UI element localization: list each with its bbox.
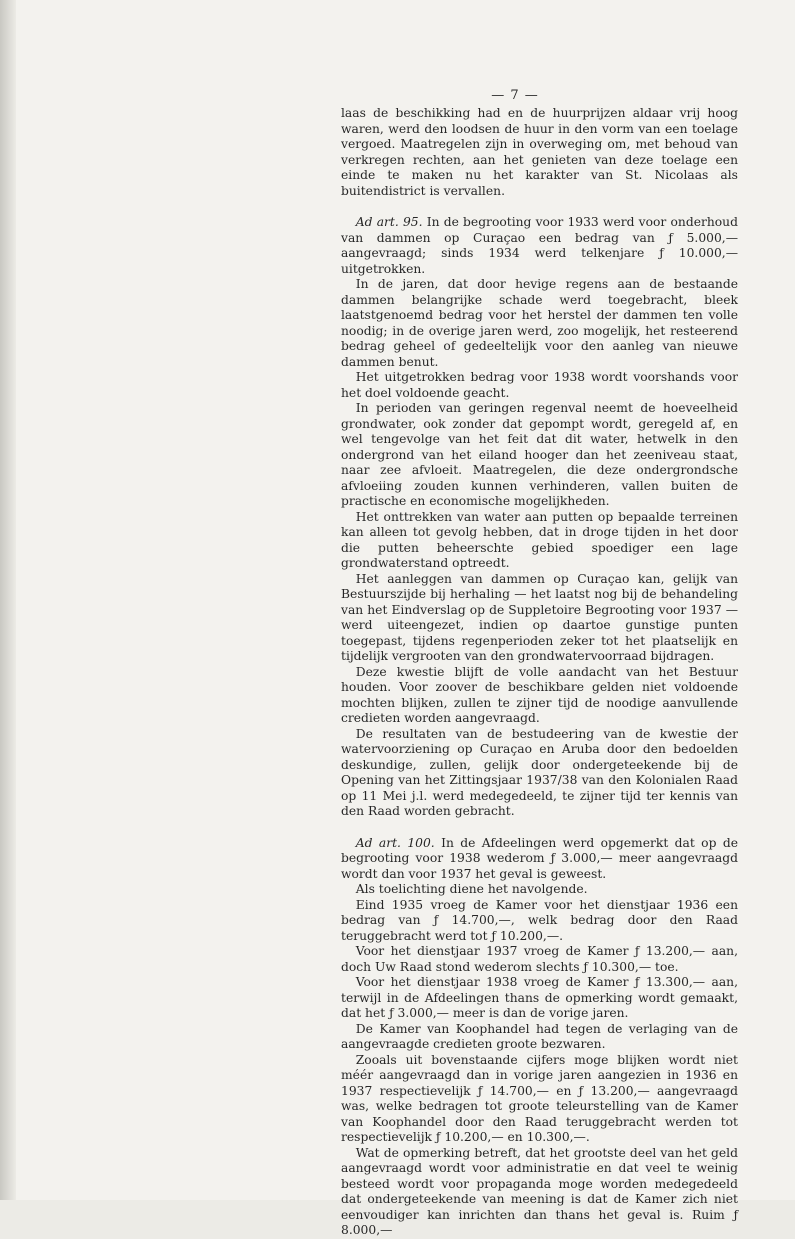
paragraph: Eind 1935 vroeg de Kamer voor het dienstjaar 1936 een bedrag van ƒ 14.700,—, welk bedrag door den Raad teruggebracht werd tot ƒ 10.200,—.	[341, 897, 738, 943]
page-number: — 7 —	[491, 88, 539, 103]
paragraph: Als toelichting diene het navolgende.	[355, 882, 588, 896]
paragraph: De resultaten van de bestudeering van de kwestie der watervoorziening op Curaçao en Aruba door den bedoelden deskundige, zullen, gelijk door ondergeteekende bij de Opening van het Zittingsjaar 1937/38 van den Kolonialen Raad op 11 Mei j.l. werd medegedeeld, te zijner tijd ter kennis van den Raad worden gebracht.	[341, 726, 738, 818]
section-gap	[341, 820, 738, 836]
paragraph: De Kamer van Koophandel had tegen de verlaging van de aangevraagde credieten groote bezwaren.	[341, 1021, 738, 1051]
paragraph: In de jaren, dat door hevige regens aan de bestaande dammen belangrijke schade werd toegebracht, bleek laatstgenoemd bedrag voor het herstel der dammen ten volle noodig; in de overige jaren werd, zoo mogelijk, het resteerend bedrag geheel of gedeeltelijk voor den aanleg van nieuwe dammen benut.	[341, 277, 738, 369]
paragraph-art95-intro	[341, 215, 738, 277]
paragraph: Voor het dienstjaar 1937 vroeg de Kamer ƒ 13.200,— aan, doch Uw Raad stond wederom slechts ƒ 10.300,— toe.	[341, 944, 738, 974]
paragraph: Deze kwestie blijft de volle aandacht van het Bestuur houden. Voor zoover de beschikbare gelden niet voldoende mochten blijken, zullen te zijner tijd de noodige aanvullende credieten worden aangevraagd.	[341, 664, 738, 725]
paragraph: Het onttrekken van water aan putten op bepaalde terreinen kan alleen tot gevolg hebben, dat in droge tijden in het door die putten beheerschte gebied spoediger een lage grondwaterstand optreedt.	[341, 509, 738, 570]
paragraph: Voor het dienstjaar 1938 vroeg de Kamer ƒ 13.300,— aan, terwijl in de Afdeelingen thans de opmerking wordt gemaakt, dat het ƒ 3.000,— meer is dan de vorige jaren.	[341, 975, 738, 1020]
paragraph: Wat de opmerking betreft, dat het grootste deel van het geld aangevraagd wordt voor administratie en dat veel te weinig besteed wordt voor propaganda moge worden medegedeeld dat ondergeteekende van meening is dat de Kamer zich niet eenvoudiger kan inrichten dan thans het geval is. Ruim ƒ 8.000,—	[341, 1145, 738, 1237]
paragraph-art100-intro	[341, 836, 738, 883]
paragraph: Het aanleggen van dammen op Curaçao kan, gelijk van Bestuurszijde bij herhaling — het laatst nog bij de behandeling van het Eindverslag op de Suppletoire Begrooting voor 1937 — werd uiteengezet, indien op daartoe gunstige punten toegepast, tijdens regenperioden zeker tot het plaatselijk en tijdelijk vergrooten van den grondwatervoorraad bijdragen.	[341, 571, 738, 663]
section-label-art100: Ad art. 100.	[355, 835, 435, 850]
page-edge-shadow	[0, 0, 16, 1200]
paragraph: Het uitgetrokken bedrag voor 1938 wordt voorshands voor het doel voldoende geacht.	[341, 370, 738, 400]
body-text	[341, 106, 738, 1239]
paragraph: Zooals uit bovenstaande cijfers moge blijken wordt niet méér aangevraagd dan in vorige jaren aangezien in 1936 en 1937 respectievelijk ƒ 14.700,— en ƒ 13.200,— aangevraagd was, welke bedragen tot groote teleurstelling van de Kamer van Koophandel door den Raad teruggebracht werden tot respectievelijk ƒ 10.200,— en 10.300,—.	[341, 1052, 738, 1144]
section-gap	[341, 199, 738, 215]
paragraph-art100-text: In de Afdeelingen werd opgemerkt dat op de begrooting voor 1938 wederom ƒ 3.000,— meer aangevraagd wordt dan voor 1937 het geval is geweest.	[341, 835, 738, 881]
paragraph-art95-text: In de begrooting voor 1933 werd voor onderhoud van dammen op Curaçao een bedrag van ƒ 5.000,— aangevraagd; sinds 1934 werd telkenjare ƒ 10.000,— uitgetrokken.	[341, 215, 738, 276]
section-label-art95: Ad art. 95.	[355, 215, 423, 229]
paragraph-continuation: laas de beschikking had en de huurprijzen aldaar vrij hoog waren, werd den loodsen de huur in den vorm van een toelage vergoed. Maatregelen zijn in overweging om, met behoud van verkregen rechten, aan het genieten van deze toelage een einde te maken nu het karakter van St. Nicolaas als buitendistrict is vervallen.	[341, 106, 738, 198]
paragraph: In perioden van geringen regenval neemt de hoeveelheid grondwater, ook zonder dat gepompt wordt, geregeld af, en wel tengevolge van het feit dat dit water, hetwelk in den ondergrond van het eiland hooger dan het zeeniveau staat, naar zee afvloeit. Maatregelen, die deze ondergrondsche afvloeiing zouden kunnen verhinderen, vallen buiten de practische en economische mogelijkheden.	[341, 401, 738, 508]
